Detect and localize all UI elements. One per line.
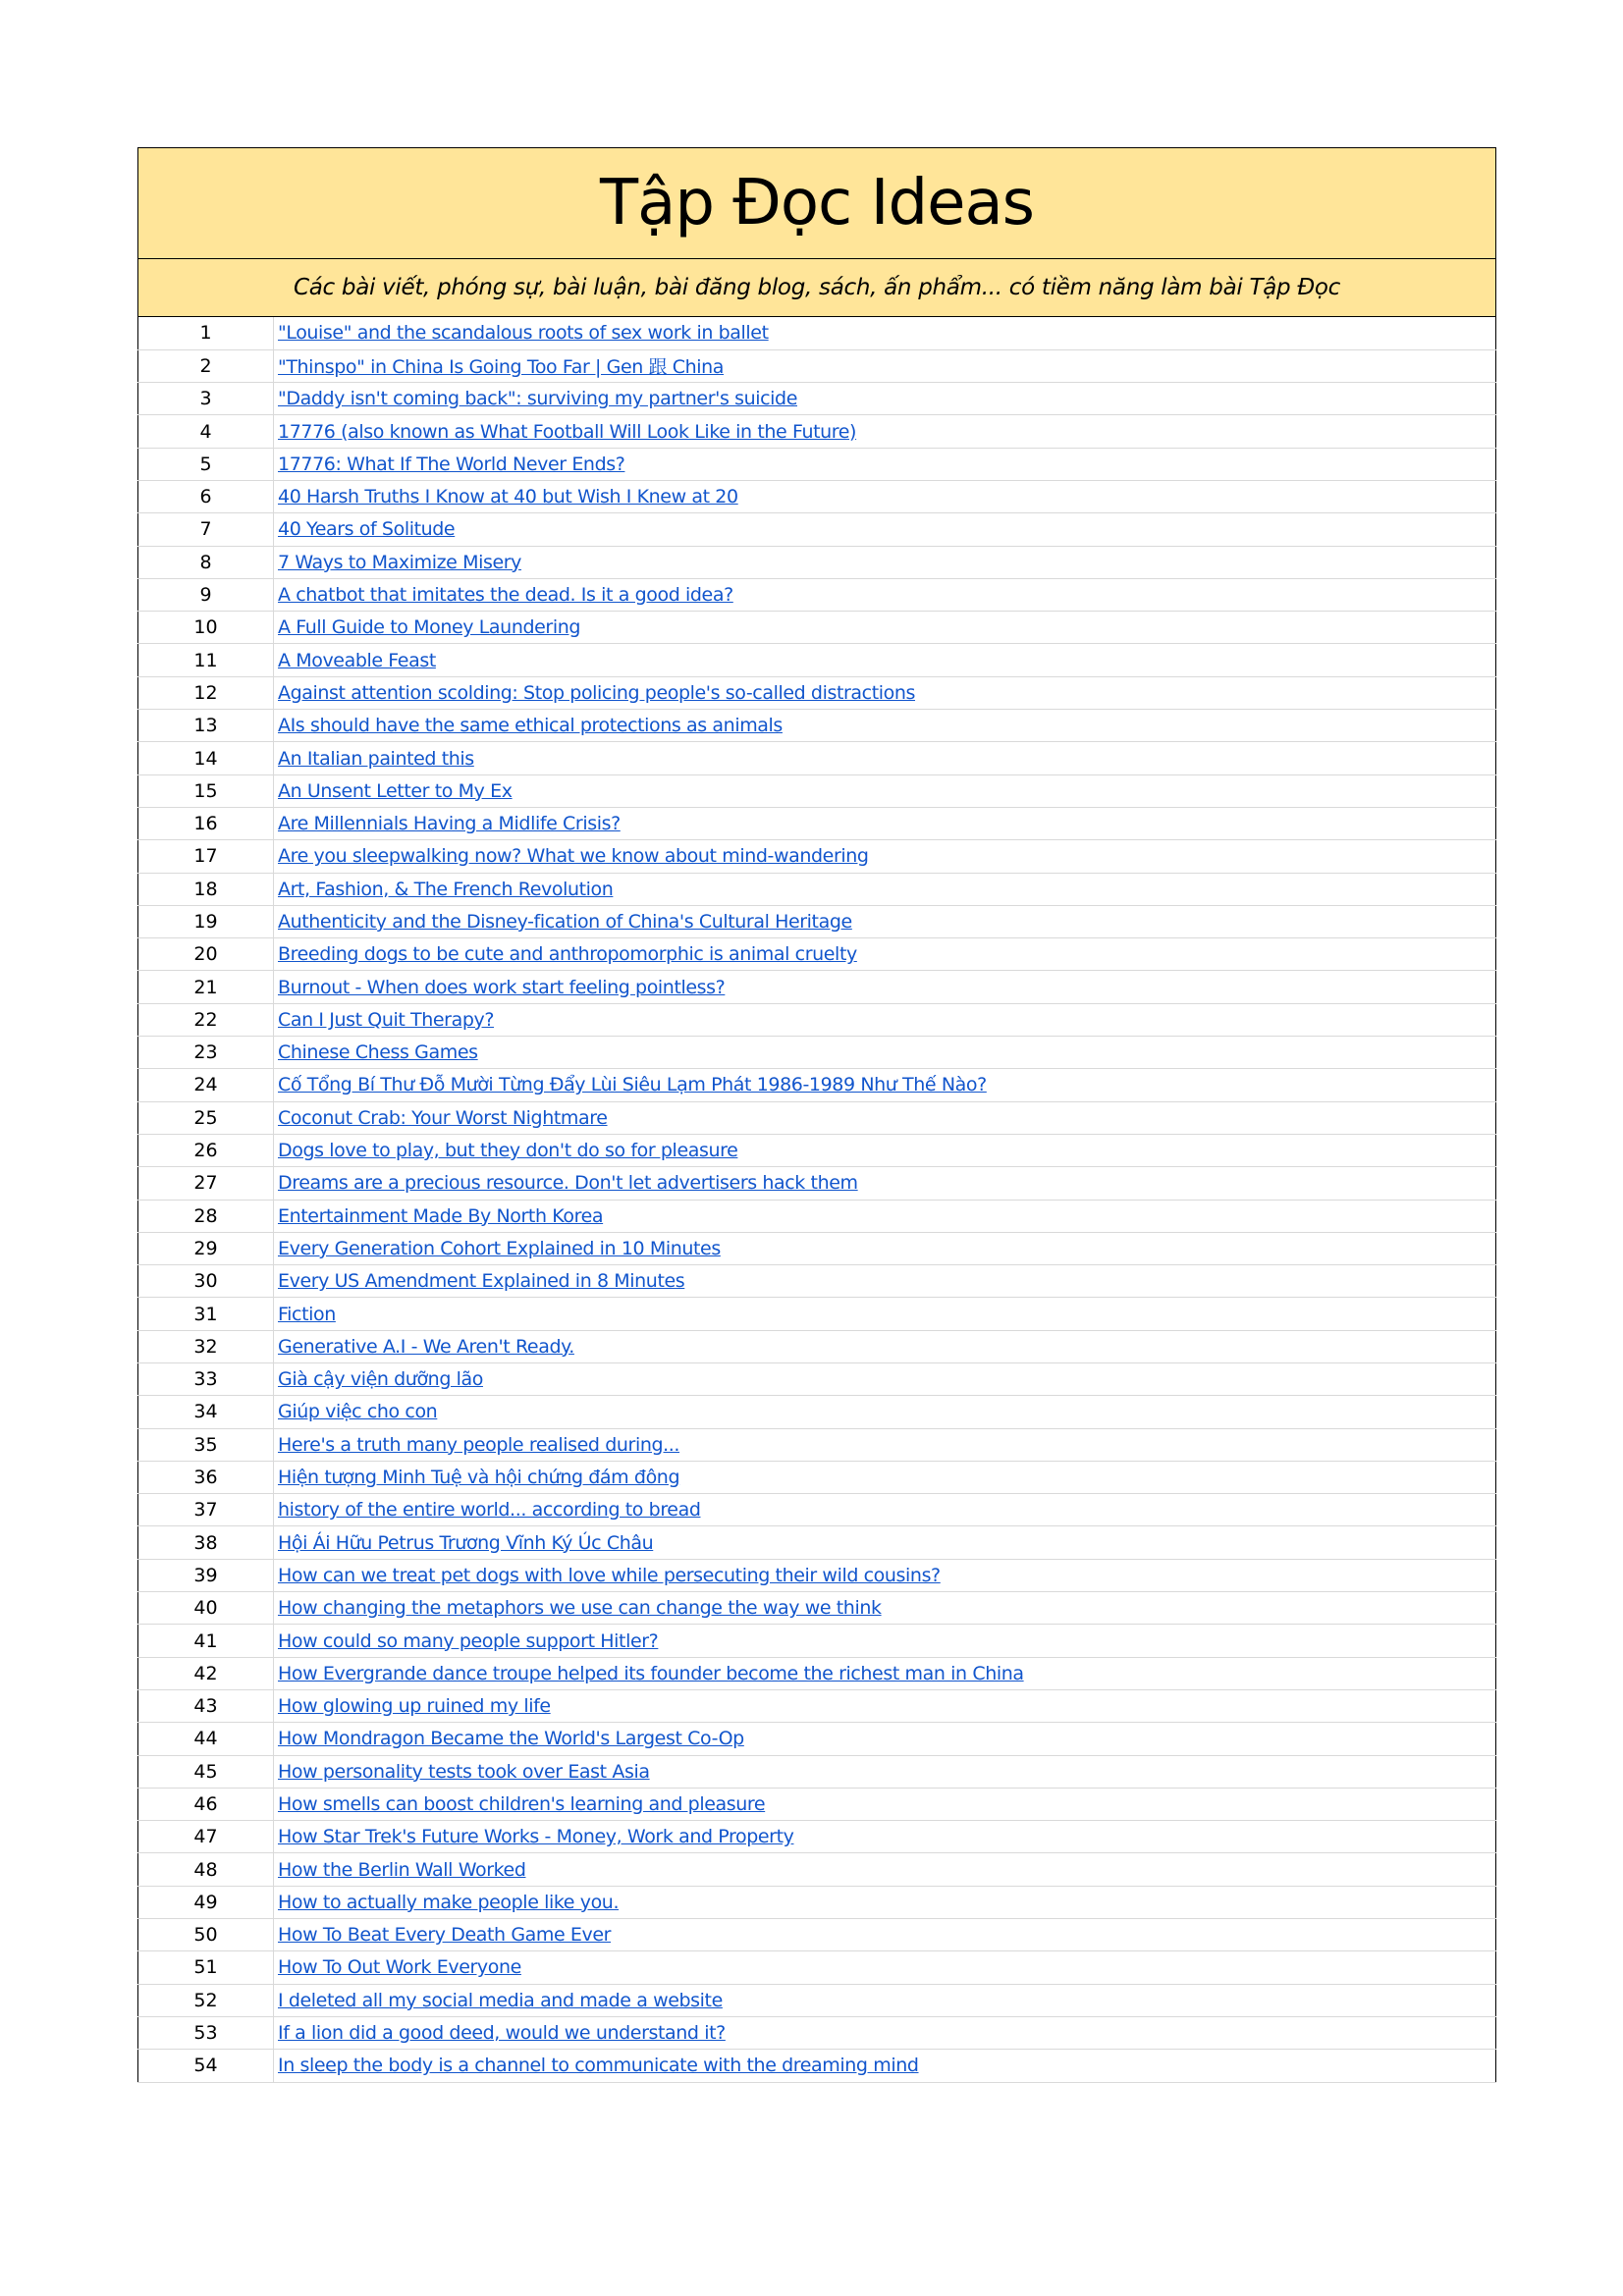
link-cell bbox=[274, 1951, 1496, 1984]
link-cell bbox=[274, 840, 1496, 873]
link-cell bbox=[274, 1298, 1496, 1330]
row-number: 35 bbox=[138, 1428, 274, 1461]
row-number: 27 bbox=[138, 1167, 274, 1200]
article-link[interactable]: How personality tests took over East Asia bbox=[278, 1760, 650, 1783]
link-cell bbox=[274, 1200, 1496, 1232]
table-row bbox=[138, 1134, 1496, 1166]
table-row bbox=[138, 1037, 1496, 1069]
link-cell bbox=[274, 1755, 1496, 1788]
table-row bbox=[138, 1559, 1496, 1591]
row-number: 1 bbox=[138, 317, 274, 349]
link-cell bbox=[274, 1134, 1496, 1166]
table-row bbox=[138, 1755, 1496, 1788]
link-cell bbox=[274, 1689, 1496, 1722]
table-row bbox=[138, 1003, 1496, 1036]
page-title: Tập Đọc Ideas bbox=[600, 167, 1034, 240]
link-cell bbox=[274, 1428, 1496, 1461]
article-link[interactable]: How to actually make people like you. bbox=[278, 1891, 620, 1913]
row-number: 29 bbox=[138, 1232, 274, 1264]
article-link[interactable]: Here's a truth many people realised during... bbox=[278, 1433, 680, 1456]
row-number: 8 bbox=[138, 546, 274, 578]
row-number: 23 bbox=[138, 1037, 274, 1069]
link-cell bbox=[274, 1526, 1496, 1559]
article-link[interactable]: "Daddy isn't coming back": surviving my partner's suicide bbox=[278, 388, 797, 410]
row-number: 54 bbox=[138, 2050, 274, 2082]
article-link[interactable]: Già cậy viện dưỡng lão bbox=[278, 1368, 483, 1391]
row-number: 13 bbox=[138, 710, 274, 742]
table-row bbox=[138, 1951, 1496, 1984]
article-link[interactable]: An Italian painted this bbox=[278, 747, 474, 770]
link-cell bbox=[274, 1723, 1496, 1755]
table-row bbox=[138, 349, 1496, 382]
article-link[interactable]: Coconut Crab: Your Worst Nightmare bbox=[278, 1106, 608, 1129]
table-row bbox=[138, 317, 1496, 349]
link-cell bbox=[274, 1559, 1496, 1591]
table-row bbox=[138, 546, 1496, 578]
article-link[interactable]: An Unsent Letter to My Ex bbox=[278, 779, 513, 802]
article-link[interactable]: Every Generation Cohort Explained in 10 Minutes bbox=[278, 1237, 721, 1259]
article-link[interactable]: How glowing up ruined my life bbox=[278, 1695, 551, 1718]
row-number: 5 bbox=[138, 448, 274, 480]
article-link[interactable]: If a lion did a good deed, would we understand it? bbox=[278, 2022, 726, 2045]
link-cell bbox=[274, 2050, 1496, 2082]
table-row bbox=[138, 2016, 1496, 2049]
article-link[interactable]: How Evergrande dance troupe helped its founder become the richest man in China bbox=[278, 1662, 1024, 1684]
table-row bbox=[138, 513, 1496, 546]
row-number: 45 bbox=[138, 1755, 274, 1788]
row-number: 42 bbox=[138, 1657, 274, 1689]
table-row bbox=[138, 1723, 1496, 1755]
link-cell bbox=[274, 513, 1496, 546]
row-number: 20 bbox=[138, 938, 274, 971]
article-link[interactable]: Fiction bbox=[278, 1303, 336, 1325]
row-number: 49 bbox=[138, 1886, 274, 1918]
article-link[interactable]: How changing the metaphors we use can change the way we think bbox=[278, 1597, 882, 1620]
article-link[interactable]: 40 Years of Solitude bbox=[278, 518, 456, 541]
link-cell bbox=[274, 1363, 1496, 1396]
row-number: 9 bbox=[138, 578, 274, 611]
table-row bbox=[138, 710, 1496, 742]
row-number: 4 bbox=[138, 415, 274, 448]
article-link[interactable]: How To Beat Every Death Game Ever bbox=[278, 1924, 612, 1947]
row-number: 12 bbox=[138, 676, 274, 709]
article-link[interactable]: Dogs love to play, but they don't do so for pleasure bbox=[278, 1140, 738, 1162]
table-row bbox=[138, 971, 1496, 1003]
article-link[interactable]: 40 Harsh Truths I Know at 40 but Wish I Knew at 20 bbox=[278, 486, 738, 508]
link-cell bbox=[274, 1330, 1496, 1362]
row-number: 14 bbox=[138, 742, 274, 774]
table-row bbox=[138, 415, 1496, 448]
link-cell bbox=[274, 971, 1496, 1003]
article-link[interactable]: history of the entire world... according to bread bbox=[278, 1499, 701, 1522]
row-number: 41 bbox=[138, 1625, 274, 1657]
row-number: 21 bbox=[138, 971, 274, 1003]
article-link[interactable]: 17776 (also known as What Football Will Look Like in the Future) bbox=[278, 420, 857, 443]
article-link[interactable]: In sleep the body is a channel to communicate with the dreaming mind bbox=[278, 2055, 919, 2077]
article-link[interactable]: Chinese Chess Games bbox=[278, 1041, 478, 1064]
article-link[interactable]: Art, Fashion, & The French Revolution bbox=[278, 878, 614, 900]
table-row bbox=[138, 1200, 1496, 1232]
row-number: 51 bbox=[138, 1951, 274, 1984]
article-link[interactable]: Entertainment Made By North Korea bbox=[278, 1204, 604, 1227]
link-cell bbox=[274, 1167, 1496, 1200]
link-cell bbox=[274, 546, 1496, 578]
table-row bbox=[138, 1069, 1496, 1101]
table-row bbox=[138, 1265, 1496, 1298]
table-row bbox=[138, 1657, 1496, 1689]
link-cell bbox=[274, 710, 1496, 742]
link-cell bbox=[274, 1625, 1496, 1657]
table-row bbox=[138, 840, 1496, 873]
table-row bbox=[138, 905, 1496, 937]
row-number: 33 bbox=[138, 1363, 274, 1396]
row-number: 25 bbox=[138, 1101, 274, 1134]
article-link[interactable]: A Moveable Feast bbox=[278, 649, 436, 671]
article-link[interactable]: How smells can boost children's learning and pleasure bbox=[278, 1793, 766, 1815]
row-number: 28 bbox=[138, 1200, 274, 1232]
table-row bbox=[138, 1886, 1496, 1918]
link-cell bbox=[274, 1657, 1496, 1689]
table-row bbox=[138, 448, 1496, 480]
article-link[interactable]: How could so many people support Hitler? bbox=[278, 1629, 659, 1652]
table-row bbox=[138, 1689, 1496, 1722]
row-number: 38 bbox=[138, 1526, 274, 1559]
table-row bbox=[138, 480, 1496, 512]
table-row bbox=[138, 1101, 1496, 1134]
row-number: 50 bbox=[138, 1919, 274, 1951]
link-cell bbox=[274, 1037, 1496, 1069]
row-number: 30 bbox=[138, 1265, 274, 1298]
row-number: 6 bbox=[138, 480, 274, 512]
article-link[interactable]: I deleted all my social media and made a website bbox=[278, 1989, 723, 2011]
row-number: 37 bbox=[138, 1494, 274, 1526]
table-row bbox=[138, 676, 1496, 709]
row-number: 18 bbox=[138, 873, 274, 905]
link-cell bbox=[274, 448, 1496, 480]
link-cell bbox=[274, 1396, 1496, 1428]
article-link[interactable]: "Louise" and the scandalous roots of sex work in ballet bbox=[278, 322, 769, 345]
link-cell bbox=[274, 1886, 1496, 1918]
table-row bbox=[138, 1984, 1496, 2016]
link-cell bbox=[274, 1232, 1496, 1264]
link-cell bbox=[274, 1788, 1496, 1820]
table-row bbox=[138, 1919, 1496, 1951]
article-link[interactable]: A Full Guide to Money Laundering bbox=[278, 616, 581, 639]
article-link[interactable]: How can we treat pet dogs with love while persecuting their wild cousins? bbox=[278, 1564, 941, 1586]
link-cell bbox=[274, 807, 1496, 839]
row-number: 34 bbox=[138, 1396, 274, 1428]
row-number: 40 bbox=[138, 1592, 274, 1625]
link-cell bbox=[274, 1494, 1496, 1526]
table-row bbox=[138, 1853, 1496, 1886]
link-cell bbox=[274, 1069, 1496, 1101]
link-cell bbox=[274, 612, 1496, 644]
table-row bbox=[138, 1232, 1496, 1264]
row-number: 24 bbox=[138, 1069, 274, 1101]
link-cell bbox=[274, 1821, 1496, 1853]
article-link[interactable]: How Mondragon Became the World's Largest Co-Op bbox=[278, 1728, 744, 1750]
article-link[interactable]: 17776: What If The World Never Ends? bbox=[278, 453, 625, 475]
article-link[interactable]: Against attention scolding: Stop policing people's so-called distractions bbox=[278, 681, 916, 704]
link-cell bbox=[274, 938, 1496, 971]
table-row bbox=[138, 1363, 1496, 1396]
row-number: 7 bbox=[138, 513, 274, 546]
row-number: 11 bbox=[138, 644, 274, 676]
row-number: 39 bbox=[138, 1559, 274, 1591]
article-link[interactable]: Authenticity and the Disney-fication of China's Cultural Heritage bbox=[278, 910, 852, 933]
link-cell bbox=[274, 415, 1496, 448]
article-link[interactable]: AIs should have the same ethical protections as animals bbox=[278, 715, 783, 737]
article-link[interactable]: "Thinspo" in China Is Going Too Far | Gen 跟 China bbox=[278, 356, 725, 379]
row-number: 32 bbox=[138, 1330, 274, 1362]
table-row bbox=[138, 1821, 1496, 1853]
row-number: 19 bbox=[138, 905, 274, 937]
link-cell bbox=[274, 1592, 1496, 1625]
article-link[interactable]: How the Berlin Wall Worked bbox=[278, 1858, 526, 1881]
link-cell bbox=[274, 578, 1496, 611]
link-cell bbox=[274, 905, 1496, 937]
table-row bbox=[138, 1625, 1496, 1657]
article-link[interactable]: Hiện tượng Minh Tuệ và hội chứng đám đông bbox=[278, 1467, 680, 1489]
row-number: 10 bbox=[138, 612, 274, 644]
article-link[interactable]: Cố Tổng Bí Thư Đỗ Mười Từng Đẩy Lùi Siêu Lạm Phát 1986-1989 Như Thế Nào? bbox=[278, 1074, 987, 1096]
row-number: 46 bbox=[138, 1788, 274, 1820]
link-cell bbox=[274, 742, 1496, 774]
table-row bbox=[138, 1526, 1496, 1559]
page-subtitle: Các bài viết, phóng sự, bài luận, bài đăng blog, sách, ấn phẩm... có tiềm năng làm bài Tập Đọc bbox=[293, 275, 1340, 300]
table-row bbox=[138, 612, 1496, 644]
row-number: 47 bbox=[138, 1821, 274, 1853]
row-number: 48 bbox=[138, 1853, 274, 1886]
article-link[interactable]: How To Out Work Everyone bbox=[278, 1956, 521, 1979]
table-row bbox=[138, 2050, 1496, 2082]
table-row bbox=[138, 873, 1496, 905]
row-number: 31 bbox=[138, 1298, 274, 1330]
table-row bbox=[138, 742, 1496, 774]
link-cell bbox=[274, 1853, 1496, 1886]
table-row bbox=[138, 1592, 1496, 1625]
table-row bbox=[138, 1461, 1496, 1493]
link-cell bbox=[274, 1461, 1496, 1493]
article-link[interactable]: Every US Amendment Explained in 8 Minutes bbox=[278, 1270, 685, 1293]
link-cell bbox=[274, 676, 1496, 709]
table-row bbox=[138, 1494, 1496, 1526]
table-row bbox=[138, 938, 1496, 971]
row-number: 22 bbox=[138, 1003, 274, 1036]
article-link[interactable]: How Star Trek's Future Works - Money, Work and Property bbox=[278, 1826, 794, 1848]
table-row bbox=[138, 1428, 1496, 1461]
row-number: 2 bbox=[138, 349, 274, 382]
article-link[interactable]: Hội Ái Hữu Petrus Trương Vĩnh Ký Úc Châu bbox=[278, 1531, 654, 1554]
row-number: 3 bbox=[138, 383, 274, 415]
table-row bbox=[138, 1396, 1496, 1428]
article-link[interactable]: Burnout - When does work start feeling pointless? bbox=[278, 976, 726, 998]
table-row bbox=[138, 1330, 1496, 1362]
article-link[interactable]: Dreams are a precious resource. Don't let advertisers hack them bbox=[278, 1172, 858, 1195]
row-number: 44 bbox=[138, 1723, 274, 1755]
article-link[interactable]: Are you sleepwalking now? What we know about mind-wandering bbox=[278, 845, 869, 868]
table-row bbox=[138, 644, 1496, 676]
link-cell bbox=[274, 2016, 1496, 2049]
ideas-table bbox=[137, 317, 1496, 2083]
table-row bbox=[138, 807, 1496, 839]
link-cell bbox=[274, 644, 1496, 676]
row-number: 16 bbox=[138, 807, 274, 839]
link-cell bbox=[274, 383, 1496, 415]
table-row bbox=[138, 383, 1496, 415]
table-row bbox=[138, 1788, 1496, 1820]
article-link[interactable]: A chatbot that imitates the dead. Is it a good idea? bbox=[278, 584, 733, 607]
link-cell bbox=[274, 873, 1496, 905]
row-number: 43 bbox=[138, 1689, 274, 1722]
table-row bbox=[138, 1298, 1496, 1330]
article-link[interactable]: Giúp việc cho con bbox=[278, 1401, 438, 1423]
spreadsheet bbox=[137, 147, 1496, 2083]
table-row bbox=[138, 774, 1496, 807]
link-cell bbox=[274, 317, 1496, 349]
link-cell bbox=[274, 774, 1496, 807]
link-cell bbox=[274, 480, 1496, 512]
row-number: 26 bbox=[138, 1134, 274, 1166]
article-link[interactable]: Are Millennials Having a Midlife Crisis? bbox=[278, 813, 621, 835]
article-link[interactable]: Can I Just Quit Therapy? bbox=[278, 1008, 495, 1031]
row-number: 53 bbox=[138, 2016, 274, 2049]
subtitle-cell[interactable] bbox=[137, 259, 1496, 317]
link-cell bbox=[274, 1919, 1496, 1951]
link-cell bbox=[274, 1265, 1496, 1298]
link-cell bbox=[274, 1984, 1496, 2016]
article-link[interactable]: Generative A.I - We Aren't Ready. bbox=[278, 1335, 574, 1358]
link-cell bbox=[274, 349, 1496, 382]
row-number: 15 bbox=[138, 774, 274, 807]
table-row bbox=[138, 1167, 1496, 1200]
link-cell bbox=[274, 1101, 1496, 1134]
title-cell[interactable] bbox=[137, 147, 1496, 259]
row-number: 52 bbox=[138, 1984, 274, 2016]
row-number: 36 bbox=[138, 1461, 274, 1493]
link-cell bbox=[274, 1003, 1496, 1036]
table-row bbox=[138, 578, 1496, 611]
row-number: 17 bbox=[138, 840, 274, 873]
article-link[interactable]: Breeding dogs to be cute and anthropomorphic is animal cruelty bbox=[278, 943, 857, 966]
article-link[interactable]: 7 Ways to Maximize Misery bbox=[278, 551, 522, 573]
